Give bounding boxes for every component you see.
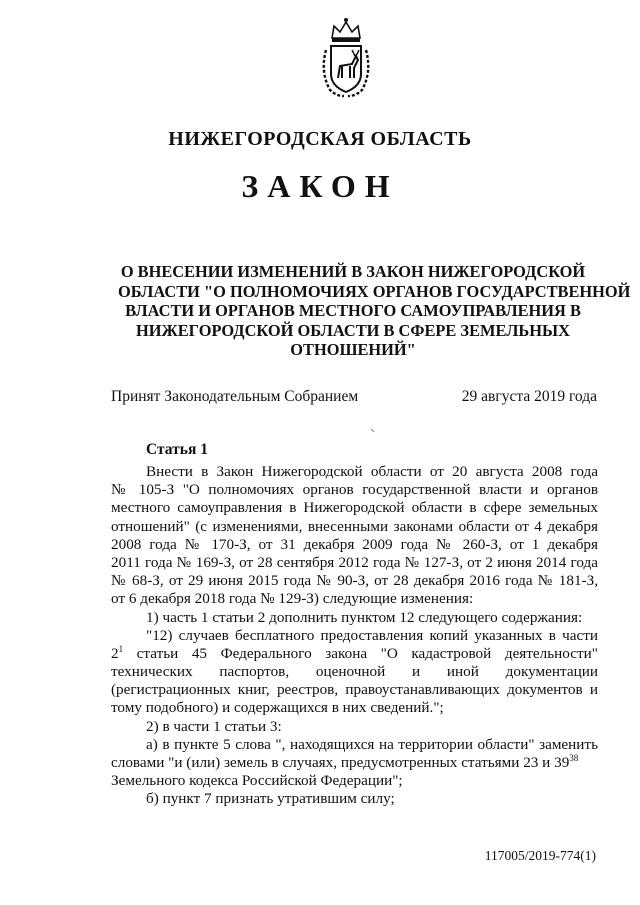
- title-line: О ВНЕСЕНИИ ИЗМЕНЕНИЙ В ЗАКОН НИЖЕГОРОДСКОЙ: [120, 262, 586, 281]
- body-line: (регистрационных книг, реестров, правоустанавливающих документов и: [111, 681, 598, 699]
- law-title: [118, 262, 631, 360]
- body-line: словами "и (или) земель в случаях, предусмотренных статьями 23 и $39^{38}$: [111, 752, 579, 771]
- title-line: ВЛАСТИ И ОРГАНОВ МЕСТНОГО САМОУПРАВЛЕНИЯ В: [125, 301, 581, 320]
- stray-mark-icon: [370, 428, 376, 434]
- body-line: а) в пункте 5 слова ", находящихся на территории области" заменить: [146, 735, 598, 753]
- body-line: № 68-З, от 29 июня 2015 года № 90-З, от 28 декабря 2016 года № 181-З,: [111, 572, 598, 590]
- adopted-by: Принят Законодательным Собранием: [111, 388, 359, 405]
- adoption-date: 29 августа 2019 года: [461, 388, 597, 405]
- title-line: НИЖЕГОРОДСКОЙ ОБЛАСТИ В СФЕРЕ ЗЕМЕЛЬНЫХ: [136, 320, 570, 340]
- document-number: 117005/2019-774(1): [484, 848, 596, 863]
- body-line: 2008 года № 170-З, от 31 декабря 2009 года № 260-З, от 1 декабря: [111, 535, 598, 553]
- body-line: Земельного кодекса Российской Федерации";: [111, 772, 403, 790]
- body-line: Внести в Закон Нижегородской области от 20 августа 2008 года: [146, 463, 598, 480]
- body-line: отношений" (с изменениями, внесенными законами области от 4 декабря: [111, 517, 598, 535]
- article-body: [111, 463, 598, 809]
- article-heading: Статья 1: [146, 441, 208, 458]
- body-line: 2) в части 1 статьи 3:: [146, 717, 282, 735]
- body-line: тому подобного) и содержащихся в них сведений.";: [111, 699, 444, 717]
- body-line: $2^1$ статьи 45 Федерального закона "О кадастровой деятельности": [111, 644, 598, 662]
- coat-of-arms-icon: [318, 16, 374, 100]
- title-line: ОБЛАСТИ "О ПОЛНОМОЧИЯХ ОРГАНОВ ГОСУДАРСТВЕННОЙ: [118, 281, 631, 301]
- body-line: местного самоуправления в Нижегородской области в сфере земельных: [111, 499, 598, 517]
- body-line: 1) часть 1 статьи 2 дополнить пунктом 12 следующего содержания:: [146, 608, 583, 626]
- body-line: от 6 декабря 2018 года № 129-З) следующие изменения:: [111, 590, 474, 608]
- body-line: технических паспортов, оценочной и иной документации: [111, 663, 598, 681]
- region-name: НИЖЕГОРОДСКАЯ ОБЛАСТЬ: [168, 128, 472, 150]
- title-line: ОТНОШЕНИЙ": [290, 340, 416, 359]
- body-line: 2011 года № 169-З, от 28 сентября 2012 года № 127-З, от 2 июня 2014 года: [111, 553, 598, 571]
- body-line: "12) случаев бесплатного предоставления копий указанных в части: [146, 626, 598, 644]
- body-line: № 105-З "О полномочиях органов государственной власти и органов: [111, 481, 598, 499]
- document-type: ЗАКОН: [241, 168, 399, 204]
- body-line: б) пункт 7 признать утратившим силу;: [146, 790, 395, 808]
